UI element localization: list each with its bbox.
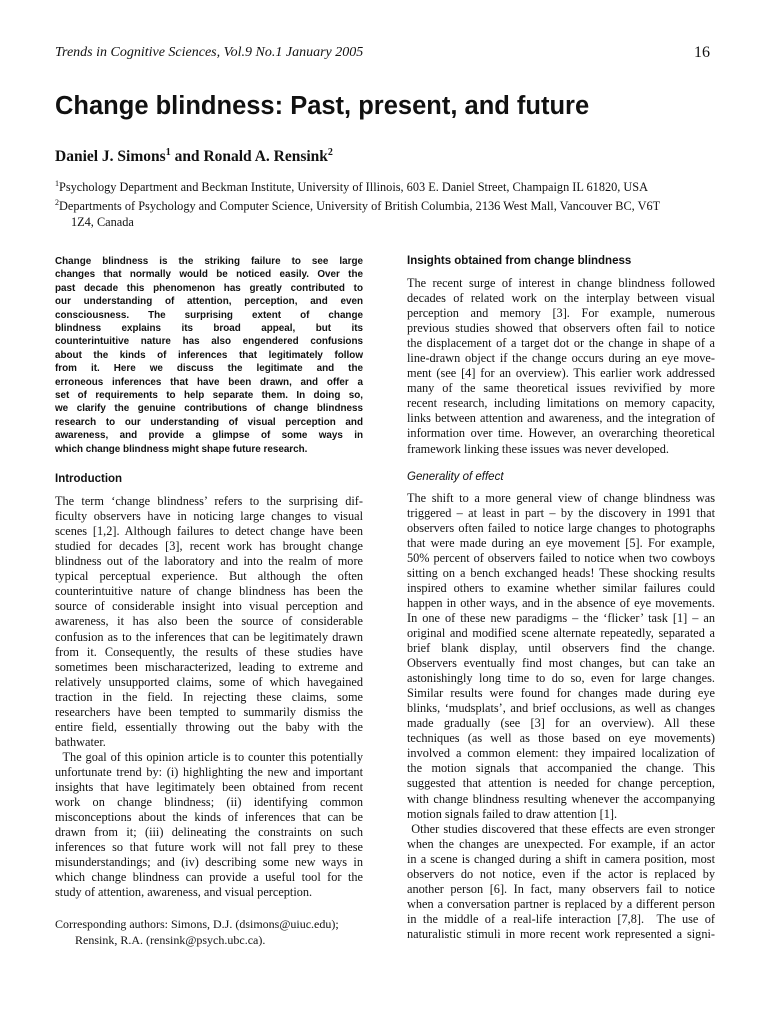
abstract-line: research to our understanding of visual perception and	[55, 416, 363, 428]
text-line: The shift to a more general view of change blindness was	[407, 490, 715, 505]
generality-paragraph-2	[407, 822, 715, 942]
text-line: blinks, ‘mudsplats’, and brief occlusions, as well as changes	[407, 701, 715, 716]
text-line: sitting on a bench exchanged heads! These shocking results	[407, 565, 715, 580]
text-line: misconceptions about the kinds of inferences that can be	[55, 810, 363, 825]
introduction-paragraph-1	[55, 494, 363, 750]
affiliations	[55, 176, 715, 230]
affiliation-1-text: Psychology Department and Beckman Institute, University of Illinois, 603 E. Daniel Street, Champaign IL 61820, USA	[59, 180, 649, 195]
author-rensink-affil-mark: 2	[327, 147, 333, 158]
text-line: involved a common element: they impaired localization of	[407, 746, 715, 761]
text-line: confusion as to the inferences that can be legitimately drawn	[55, 629, 363, 644]
text-line: typical perceptual experience. But although the often	[55, 569, 363, 584]
text-line: blindness out of the laboratory and into the realm of more	[55, 554, 363, 569]
text-line: astonishingly long time to do so, even for large changes.	[407, 671, 715, 686]
text-line: scenes [1,2]. Although failures to detect change have been	[55, 524, 363, 539]
text-line: The recent surge of interest in change blindness followed	[407, 276, 715, 290]
text-line: work on change blindness; (ii) identifying common	[55, 795, 363, 810]
abstract-line: we clarify the genuine contributions of change blindness	[55, 403, 363, 415]
insights-paragraph	[407, 276, 715, 457]
abstract-line: from it. Here we discuss the legitimate and the	[55, 363, 363, 375]
text-line: another person [6]. In fact, many observers fail to notice	[407, 881, 715, 896]
abstract-line: about the kinds of inferences that legitimately follow	[55, 349, 363, 361]
author-conjunction: and	[170, 148, 204, 166]
abstract-line: past decade this phenomenon has greatly contributed to	[55, 282, 363, 294]
text-line: triggered – at least in part – by the discovery in 1991 that	[407, 505, 715, 520]
abstract-line: consciousness. The surprising extent of change	[55, 309, 363, 321]
text-line: misunderstandings; and (iv) describing some new ways in	[55, 855, 363, 870]
text-line: ficulty observers have in noticing large changes to visual	[55, 509, 363, 524]
text-line: happen in other ways, and in the absence of eye movements.	[407, 595, 715, 610]
generality-heading: Generality of effect	[407, 470, 504, 483]
text-line: Other studies discovered that these effects are even stronger	[407, 821, 715, 836]
affiliation-1	[55, 176, 715, 195]
text-line: recent research, including limitations on memory capacity,	[407, 396, 715, 411]
text-line: when the changes are unexpected. For example, if an actor	[407, 836, 715, 851]
abstract-line: erroneous inferences that have been drawn, and offer a	[55, 376, 363, 388]
abstract-line: which change blindness might shape future research.	[55, 443, 308, 455]
text-line: awareness, it has also been the source of considerable	[55, 614, 363, 629]
introduction-heading: Introduction	[55, 473, 123, 486]
text-line: naturalistic stimuli in more recent work represented a signi-	[407, 926, 715, 941]
text-line: drawn from it; (iii) delineating the constraints on such	[55, 825, 363, 840]
text-line: source of considerable insight into visual perception and	[55, 599, 363, 614]
paper-title: Change blindness: Past, present, and future	[55, 92, 590, 120]
abstract-line: counterintuitive nature has also engendered confusions	[55, 336, 363, 348]
text-line: motion signals failed to draw attention [1].	[407, 806, 618, 821]
text-line: framework linking these issues was never developed.	[407, 441, 669, 456]
abstract-line: blindness explains its broad appeal, but its	[55, 323, 363, 335]
affiliation-2	[55, 195, 715, 214]
text-line: which change blindness can provide a useful tool for the	[55, 870, 363, 885]
author-simons-affil-mark: 1	[165, 147, 171, 158]
text-line: entire field, essentially throwing out the baby with the	[55, 719, 363, 734]
text-line: 50% percent of observers failed to notice when two cowboys	[407, 550, 715, 565]
author-list	[55, 147, 333, 166]
text-line: observers do not notice, even if the actor is replaced by	[407, 866, 715, 881]
text-line: Similar results were found for changes made during eye	[407, 686, 715, 701]
text-line: original and modified scene alternate repeatedly, separated a	[407, 625, 715, 640]
text-line: insights that have legitimately been obtained from recent	[55, 779, 363, 794]
page-number: 16	[694, 44, 710, 61]
corresponding-authors-footnote	[55, 917, 363, 948]
text-line: researchers have been tempted to summarily dismiss the	[55, 704, 363, 719]
abstract-line: set of requirements to help separate them. In doing so,	[55, 390, 363, 402]
affiliation-2-mark: 2	[55, 198, 59, 208]
text-line: the motion signals that accompanied the change. This	[407, 761, 715, 776]
text-line: unfortunate trend by: (i) highlighting the new and important	[55, 764, 363, 779]
text-line: traction in the field. In rejecting these claims, some	[55, 689, 363, 704]
text-line: ment (see [4] for an overview). This earlier work addressed	[407, 366, 715, 381]
text-line: relatively unsupported claims, some of which havegained	[55, 674, 363, 689]
text-line: in a scene is changed during a shift in camera position, most	[407, 851, 715, 866]
text-line: study of attention, awareness, and visual perception.	[55, 885, 313, 900]
affiliation-2-text: Departments of Psychology and Computer Science, University of British Columbia, 2136 West Mall, Vancouver BC, V6T	[59, 199, 661, 214]
text-line: with change blindness resulting whenever the accompanying	[407, 791, 715, 806]
text-line: In one of these new paradigms – the ‘flicker’ task [1] – an	[407, 610, 715, 625]
text-line: when a conversation partner is replaced by a different person	[407, 896, 715, 911]
affiliation-1-mark: 1	[55, 179, 59, 188]
introduction-paragraph-2	[55, 750, 363, 900]
text-line: inferences so that future work will not fall prey to these	[55, 840, 363, 855]
text-line: in the middle of a real-life interaction [7,8]. The use of	[407, 911, 715, 926]
text-line: The goal of this opinion article is to counter this potentially	[55, 749, 363, 764]
text-line: many of the same theoretical issues revivified by more	[407, 381, 715, 396]
text-line: studied for decades [3], recent work has brought change	[55, 539, 363, 554]
text-line: The term ‘change blindness’ refers to the surprising dif-	[55, 494, 363, 509]
text-line: sometimes been mischaracterized, leading to extreme and	[55, 659, 363, 674]
text-line: that were made during an eye movement [5]. For example,	[407, 535, 715, 550]
insights-heading: Insights obtained from change blindness	[407, 255, 632, 267]
text-line: made gradually (see [3] for an overview). All these	[407, 716, 715, 731]
left-column	[55, 255, 363, 948]
author-simons: Daniel J. Simons	[55, 148, 166, 166]
text-line: techniques (as well as those based on eye movements)	[407, 731, 715, 746]
journal-citation: Trends in Cognitive Sciences, Vol.9 No.1 January 2005	[55, 45, 364, 60]
text-line: bathwater.	[55, 734, 106, 749]
footnote-line-1: Corresponding authors: Simons, D.J. (dsimons@uiuc.edu);	[55, 917, 339, 932]
text-line: information over time. However, an overarching theoretical	[407, 426, 715, 441]
text-line: from it. Consequently, the results of these studies have	[55, 644, 363, 659]
abstract-line: Change blindness is the striking failure to see large	[55, 256, 363, 267]
text-line: counterintuitive nature of change blindness has been the	[55, 584, 363, 599]
text-line: Observers eventually find most changes, but can take an	[407, 656, 715, 671]
text-line: perception and memory [3]. For example, numerous	[407, 306, 715, 321]
text-line: decades of related work on the interplay between visual	[407, 291, 715, 306]
text-line: observers often failed to notice large changes to photographs	[407, 520, 715, 535]
text-line: inspired others to examine whether similar failures could	[407, 580, 715, 595]
text-line: brief blank display, until observers find the change.	[407, 641, 715, 656]
generality-paragraph-1	[407, 491, 715, 822]
abstract-line: our understanding of attention, perception, and even	[55, 296, 363, 308]
abstract-line: changes that normally would be noticed easily. Over the	[55, 269, 363, 281]
abstract-line: awareness, and provide a glimpse of some ways in	[55, 430, 363, 442]
text-line: previous studies showed that observers often fail to notice	[407, 321, 715, 336]
text-line: line-drawn object if the change occurs during an eye move-	[407, 351, 715, 366]
author-rensink: Ronald A. Rensink	[203, 148, 328, 166]
affiliation-2-cont: 1Z4, Canada	[71, 215, 134, 230]
footnote-line-2: Rensink, R.A. (rensink@psych.ubc.ca).	[75, 932, 266, 947]
text-line: the displacement of a target dot or the change in shape of a	[407, 336, 715, 351]
text-line: suggested that attention is needed for change perception,	[407, 776, 715, 791]
text-line: links between attention and awareness, and the integration of	[407, 411, 715, 426]
abstract	[55, 255, 363, 456]
right-column	[407, 255, 715, 942]
